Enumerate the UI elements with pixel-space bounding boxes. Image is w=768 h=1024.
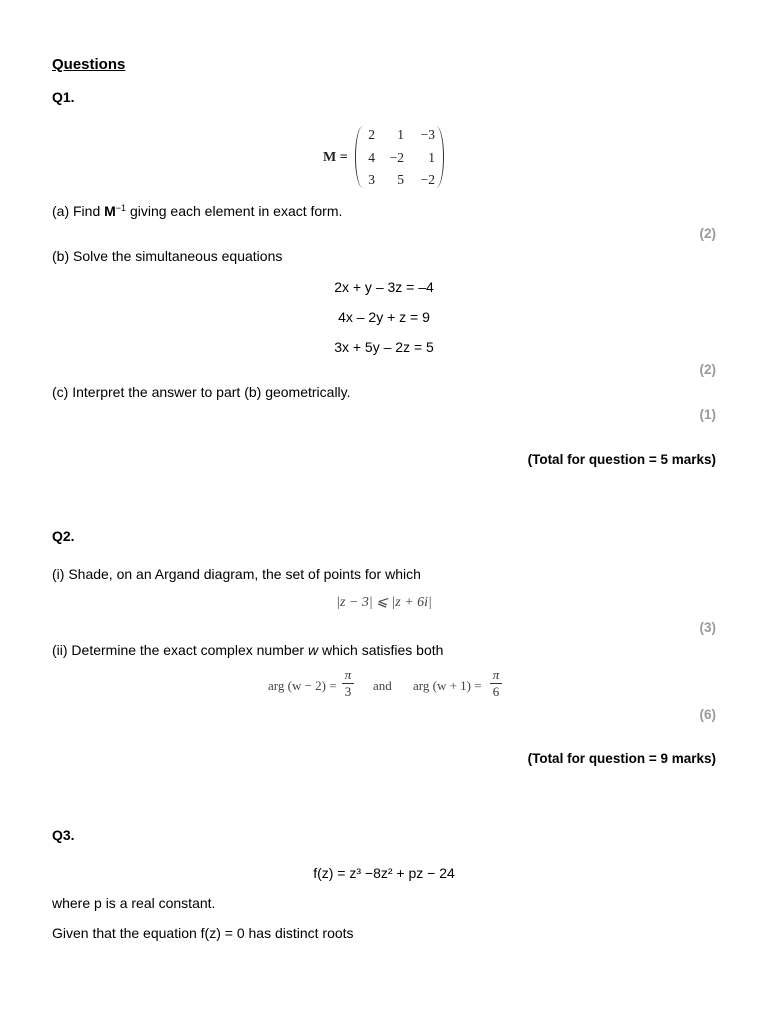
page-heading: Questions <box>52 56 126 73</box>
q2-total: (Total for question = 9 marks) <box>527 751 716 766</box>
matrix-cell: 1 <box>428 150 435 165</box>
matrix-symbol: M <box>104 203 116 219</box>
matrix-cell: 1 <box>397 127 404 142</box>
part-ii-prefix: (ii) Determine the exact complex number <box>52 642 308 658</box>
marks-q1c: (1) <box>699 407 716 422</box>
q1-part-a <box>52 203 342 219</box>
equation-3: 3x + 5y – 2z = 5 <box>334 339 434 355</box>
marks-q2i: (3) <box>699 620 716 635</box>
matrix-label: M = <box>323 150 348 165</box>
marks-q1a: (2) <box>699 226 716 241</box>
part-a-prefix: (a) Find <box>52 203 105 219</box>
inverse-superscript: −1 <box>115 203 127 213</box>
q3-label: Q3. <box>52 827 75 843</box>
q2-part-i: (i) Shade, on an Argand diagram, the set of points for which <box>52 566 421 582</box>
function-definition: f(z) = z³ −8z² + pz − 24 <box>313 865 455 881</box>
equation-2: 4x – 2y + z = 9 <box>338 309 430 325</box>
part-a-rest: giving each element in exact form. <box>126 203 343 219</box>
matrix-cell: 3 <box>368 172 375 187</box>
matrix-cell: 5 <box>397 172 404 187</box>
part-ii-rest: which satisfies both <box>318 642 444 658</box>
matrix-cell: 4 <box>368 150 375 165</box>
variable-w: w <box>308 642 319 658</box>
fraction-denominator: 3 <box>344 684 352 699</box>
fraction-pi-over-3 <box>342 668 354 699</box>
q2-label: Q2. <box>52 528 75 544</box>
marks-q2ii: (6) <box>699 707 716 722</box>
fraction-denominator: 6 <box>492 684 500 699</box>
and-word: and <box>373 678 392 693</box>
matrix-cell: −2 <box>389 150 404 165</box>
q3-where: where p is a real constant. <box>52 895 216 911</box>
q1-part-c: (c) Interpret the answer to part (b) geometrically. <box>52 384 351 400</box>
inequality: |z − 3| ⩽ |z + 6i| <box>336 595 432 610</box>
fraction-numerator: π <box>344 667 352 682</box>
fraction-pi-over-6 <box>490 668 502 699</box>
q1-part-b: (b) Solve the simultaneous equations <box>52 248 283 264</box>
fraction-numerator: π <box>492 667 500 682</box>
q1-total: (Total for question = 5 marks) <box>527 452 716 467</box>
q2-part-ii <box>52 642 443 658</box>
q1-label: Q1. <box>52 89 75 105</box>
equation-1: 2x + y – 3z = –4 <box>334 279 434 295</box>
q3-given: Given that the equation f(z) = 0 has distinct roots <box>52 925 354 941</box>
matrix-cell: 2 <box>368 127 375 142</box>
arg-expression-1: arg (w − 2) = <box>268 678 337 693</box>
arg-expression-2: arg (w + 1) = <box>413 678 482 693</box>
marks-q1b: (2) <box>699 362 716 377</box>
matrix-cell: −2 <box>420 172 435 187</box>
matrix-m <box>323 126 451 190</box>
matrix-cell: −3 <box>420 127 435 142</box>
matrix-right-paren <box>435 126 444 188</box>
